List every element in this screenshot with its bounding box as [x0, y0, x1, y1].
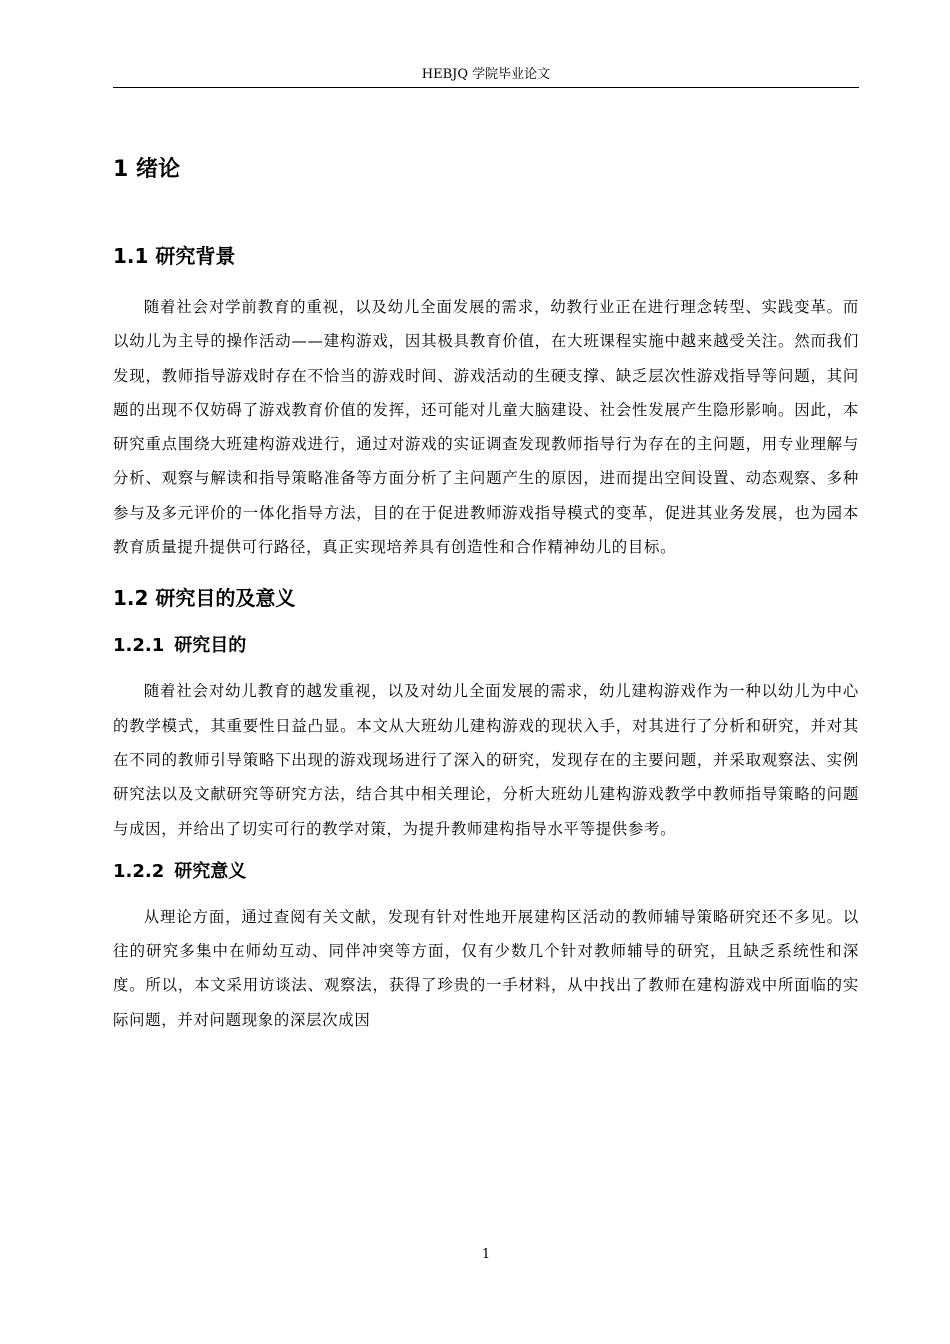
subsection-label: 研究意义 — [174, 860, 247, 882]
subsection-title-research-significance — [113, 856, 859, 888]
section-title-purpose-significance: 1.2 研究目的及意义 — [113, 586, 296, 611]
subsection-number: 1.2.1 — [113, 635, 165, 657]
paragraph-research-background: 随着社会对学前教育的重视，以及幼儿全面发展的需求，幼教行业正在进行理念转型、实践变革。而以幼儿为主导的操作活动——建构游戏，因其极具教育价值，在大班课程实施中越来越受关注。然而我们发现，教师指导游戏时存在不恰当的游戏时间、游戏活动的生硬支撑、缺乏层次性游戏指导等问题，其问题的出现不仅妨碍了游戏教育价值的发挥，还可能对儿童大脑建设、社会性发展产生隐形影响。因此，本研究重点围绕大班建构游戏进行，通过对游戏的实证调查发现教师指导行为存在的主问题，用专业理解与分析、观察与解读和指导策略准备等方面分析了主问题产生的原因，进而提出空间设置、动态观察、多种参与及多元评价的一体化指导方法，目的在于促进教师游戏指导模式的变革，促进其业务发展，也为园本教育质量提升提供可行路径，真正实现培养具有创造性和合作精神幼儿的目标。 — [113, 298, 859, 557]
header-rule — [113, 87, 859, 88]
page-number: 1 — [481, 1247, 491, 1262]
subsection-number: 1.2.2 — [113, 860, 165, 882]
paragraph-research-significance: 从理论方面，通过查阅有关文献，发现有针对性地开展建构区活动的教师辅导策略研究还不多见。以往的研究多集中在师幼互动、同伴冲突等方面，仅有少数几个针对教师辅导的研究，且缺乏系统性和深度。所以，本文采用访谈法、观察法，获得了珍贵的一手材料，从中找出了教师在建构游戏中所面临的实际问题，并对问题现象的深层次成因 — [113, 907, 859, 1029]
subsection-title-research-purpose — [113, 630, 859, 662]
chapter-title: 1 绪论 — [113, 157, 180, 182]
section-title-research-background: 1.1 研究背景 — [113, 244, 236, 268]
page-content — [113, 150, 859, 1037]
running-header: HEBJQ 学院毕业论文 — [421, 67, 551, 82]
subsection-label: 研究目的 — [174, 635, 247, 657]
paragraph-research-purpose: 随着社会对幼儿教育的越发重视，以及对幼儿全面发展的需求，幼儿建构游戏作为一种以幼儿为中心的教学模式，其重要性日益凸显。本文从大班幼儿建构游戏的现状入手，对其进行了分析和研究，并对其在不同的教师引导策略下出现的游戏现场进行了深入的研究，发现存在的主要问题，并采取观察法、实例研究法以及文献研究等研究方法，结合其中相关理论，分析大班幼儿建构游戏教学中教师指导策略的问题与成因，并给出了切实可行的教学对策，为提升教师建构指导水平等提供参考。 — [113, 682, 859, 838]
